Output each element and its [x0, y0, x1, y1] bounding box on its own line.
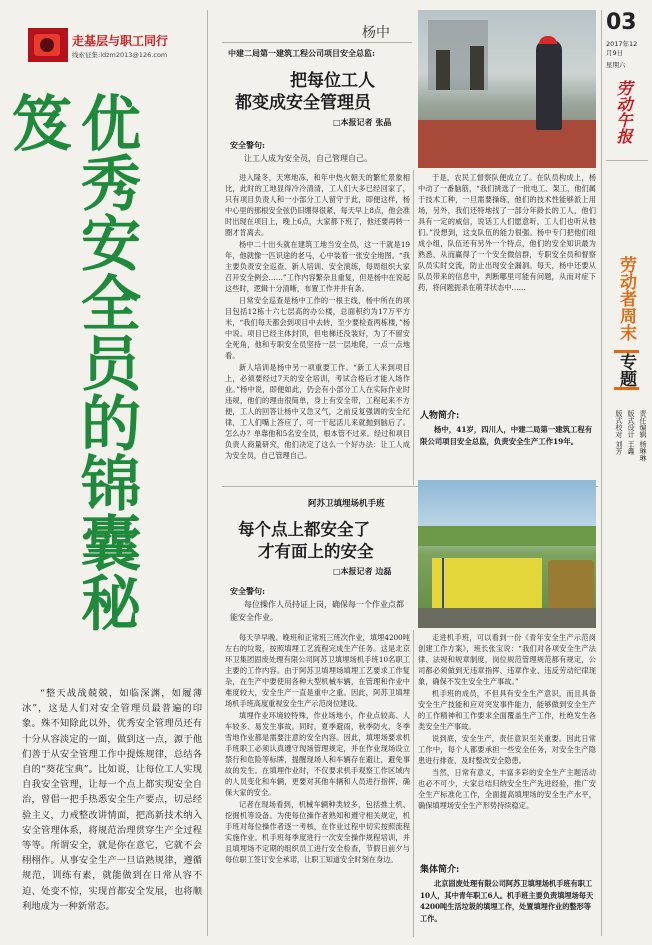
article2-paragraph: 每天孕早晚、晚班和正常班三班次作业，填埋4200吨左右的垃圾，按照填埋工艺流程完成生产任务。这是北京环卫集团固废处理有限公司阿苏卫填埋场机手班10名职工主要的工作内容。由于阿苏卫填埋场填埋工艺要求工作复杂，在生产中要使用各种大型机械车辆，在管理和作业中难度较大，安全生产一直是重中之重。因此，阿苏卫填埋场机手班高度重视安全生产示范岗位建设。	[225, 633, 410, 708]
issue-date: 2017年12月9日	[606, 40, 638, 57]
issue-weekday: 星期六	[606, 61, 626, 69]
article1-paragraph: 新人培训是杨中另一项重要工作。“新工人来到项目上，必须要经过7天的安全培训，考试合格后才能入场作业。”杨中说，即便如此，仍会有小部分工人在实际作业时违规，他们的理由很简单，身上有安全带，工程起来不方便，工人的回答让杨中又急又气，之前反复强调的安全纪律，工人们嘴上答应了，可一干起活儿来就抛到脑后了。怎么办？单靠他和5名安全员，根本管不过来。经过和项目负责人商量研究，他们决定了这么一个好办法：让工人成为安全员，自己管理自己。	[225, 363, 410, 460]
article2-body-left	[225, 632, 410, 937]
column-header-title: 走基层与职工同行	[72, 34, 169, 48]
column-header-badge	[28, 28, 173, 62]
article2-byline: □本报记者 边磊	[333, 566, 392, 576]
article2-paragraph: 走进机手班，可以看到一份《青年安全生产示范岗创建工作方案》，班长张宝说：“我们对各项安全生产法律、法规和规章制度，岗位规范管理规范都有规定，公司都必须做到无违章指挥、违章作业、违反劳动纪律现象，确保不发生安全生产事故。”	[418, 633, 596, 686]
article2-kicker: 阿苏卫填埋场机手班	[308, 499, 385, 509]
article2-paragraph: 当然，日常有意义，丰富多彩的安全生产主题活动也必不可少，大家总结归纳安全生产先进经验，推广安全生产标准化工作，全面提高填埋场的安全生产水平，确保填埋场安全生产形势持续稳定。	[418, 768, 596, 810]
article2-headline-line1: 每个点上都安全了	[238, 520, 370, 539]
article2-motto: 每位操作人员持证上岗，确保每一个作业点都能安全作业。	[230, 600, 404, 622]
credits	[614, 410, 648, 540]
article1-paragraph: 杨中二十出头就在建筑工地当安全员，这一干就是19年，他就像一匹识途的老马，心中装着一张安全地图。“我主要负责安全巡查、新人培训、安全演练，每周组织大家召开安全例会……”工作内容繁杂且重复，但是杨中在说起这些时，逻辑十分清晰，布置工作井井有条。	[225, 240, 410, 293]
article1-kicker: 中建二局第一建筑工程公司项目安全总监:	[228, 48, 375, 58]
credit-line: 版式校对 刘芳	[615, 410, 623, 455]
article2-motto-label: 安全警句:	[230, 586, 265, 596]
section-label: 专题	[614, 350, 639, 390]
article1-motto: 让工人成为安全员，自己管理自己。	[244, 154, 372, 163]
page-number: 03	[606, 10, 637, 35]
article1-headline-line1: 把每位工人	[290, 71, 375, 91]
article2-photo	[418, 480, 596, 628]
left-column-divider	[207, 10, 208, 936]
credit-line: 版式设计 王鑫	[627, 410, 635, 455]
intro-text: “整天战战兢兢，如临深渊，如履薄冰”，这是人们对安全管理员最普遍的印象。殊不知除此以外，优秀安全管理员还有十分从容淡定的一面，做到这一点，源于他们善于从安全管理工作中提炼规律，总结各自的“葵花宝典”。比如说，让每位工人实现自我安全管理，让每一个点上都实现安全自治，曾倡一把手热悉安全生产要点，切忌经验主义，力戒整改讲情面，把高新技术纳入安全管理体系，将规范治理贯穿生产全过程等等。所谓安全，就是你在意它，它就不会栩栩作。从事安全生产一旦谙熟规律，遵循规范，训练有素，就能做到在日常从容不迫、处变不惊，实现首都安全发展，也将顺利地成为一种新常态。	[22, 688, 202, 912]
article1-motto-label: 安全警句:	[230, 140, 265, 150]
column-header-logo-block	[28, 28, 68, 62]
article2-paragraph: 记者在现场看到，机械车辆种类较多，包括推土机、挖掘机等设备。为使每位操作者熟知和遵守相关规定，机手班对每位操作者逐一考核，在作业过程中切实按照流程实施作业。机手班每季度进行一次安全操作规程培训，并且填埋场不定期的组织员工进行安全检查，节假日前夕与每位职工签订安全承诺，让职工知道安全时刻在身边。	[225, 800, 410, 864]
article2-headline-line2: 才有面上的安全	[258, 542, 374, 561]
article2-paragraph: 机手班的成员，不但具有安全生产意识，而且具备安全生产技能和应对突发事件能力，能够做到安全生产的工作精神和工作要求全面覆盖生产工作，杜绝发生各类安全生产事故。	[418, 689, 596, 731]
article2-profile-label: 集体简介:	[420, 865, 460, 875]
article1-byline: □本报记者 张晶	[333, 117, 392, 127]
article1-paragraph: 日常安全巡查是杨中工作的一根主线，杨中所在的项目包括12栋十六七层高的办公楼，总面积约为17万平方米，“我们每天都会到项目中去转，至少要检查两栋楼，”杨中说。项目已经主体封顶，但电梯还没装好，为了不留安全死角，他和专职安全员坚持一层一层地爬，一点一点地看。	[225, 296, 410, 360]
article1-paragraph: 于是，农民工督察队便成立了。在队员构成上，杨中动了一番脑筋，“我们挑选了一批电工、架工，他们属于技术工种，一旦需要操练，他们的技术性能够派上用场，另外，我们还特地找了一部分年龄长的工人，他们具有一定的威信，说话工人们愿意听，工人们也听从他们。”没想到，这支队伍的能力很强。杨中专门把他们组成小组，队伍还有另外一个特点，他们的安全知识最为熟悉，从而赢得了一个安全微信群，专职安全员和督察队员实时交流，防止出现安全漏洞。每天，杨中还要从队员带来的信息中，判断哪里可能有问题，从而对症下药，将问题扼杀在萌芽状态中……	[418, 173, 596, 292]
article2-paragraph: 说到底，安全生产，责任意识至关重要。因此日常工作中，每个人都要承担一些安全任务，对安全生产隐患进行排查，及时整改安全隐患。	[418, 734, 596, 765]
article2-body-right	[418, 632, 596, 850]
paper-name: 劳动午报	[614, 80, 633, 144]
article1-profile-label: 人物简介:	[420, 411, 460, 421]
article1-headline-line2: 都变成安全管理员	[235, 93, 371, 113]
masthead	[606, 10, 648, 450]
column-header-subtitle: 线索征集:ldzm2013@126.com	[72, 51, 168, 59]
article1-person-name: 杨中	[362, 25, 390, 41]
article1-photo	[418, 10, 596, 168]
article2-paragraph: 填埋作业环境较特殊，作业场地小，作业点较高、人车较多、易发生事故。同时，夏季避雨，秋季防火，冬季雪地作业都是需要注意的安全内容。因此，填埋场要求机手班职工必须认真遵守现场管理规定，并在作业现场设立禁行和危险等标牌，提醒现场人和车辆存在避让，避免事故的发生。在填埋作业时，不仅要求机手观察工作区域内的人员变化和车辆，更要对其他车辆和人员进行指挥，确保大家的安全。	[225, 711, 410, 797]
article2-profile: 北京固废处理有限公司阿苏卫填埋场机手班有职工10人，其中青年职工6人。机手班主要负责填埋场每天4200吨生活垃圾的填埋工作，处置填埋作业的整形等工作。	[420, 879, 594, 923]
main-headline: 优秀安全员的锦囊秘笈	[2, 92, 141, 632]
article1-profile: 杨中，41岁，四川人，中建二局第一建筑工程有限公司项目安全总监，负责安全生产工作19年。	[420, 425, 593, 446]
weekly-column-name: 劳动者周末	[616, 256, 636, 341]
article1-paragraph: 进入隆冬，天寒地冻，和年中热火朝天的繁忙景象相比，此时的工地显得冷冷清清，工人们大多已经回家了，只有项目负责人和一小部分工人留守于此，即便这样，杨中心里的那根安全弦仍旧绷得很紧，每天早上8点，他会准时出现在项目上，晚上6点，大家都下班了，他还要再转一圈才肯离去。	[225, 173, 410, 237]
credit-line: 责任编辑 杨琳琳	[639, 410, 647, 462]
article1-body-left	[225, 172, 410, 482]
article1-body-right	[418, 172, 596, 394]
